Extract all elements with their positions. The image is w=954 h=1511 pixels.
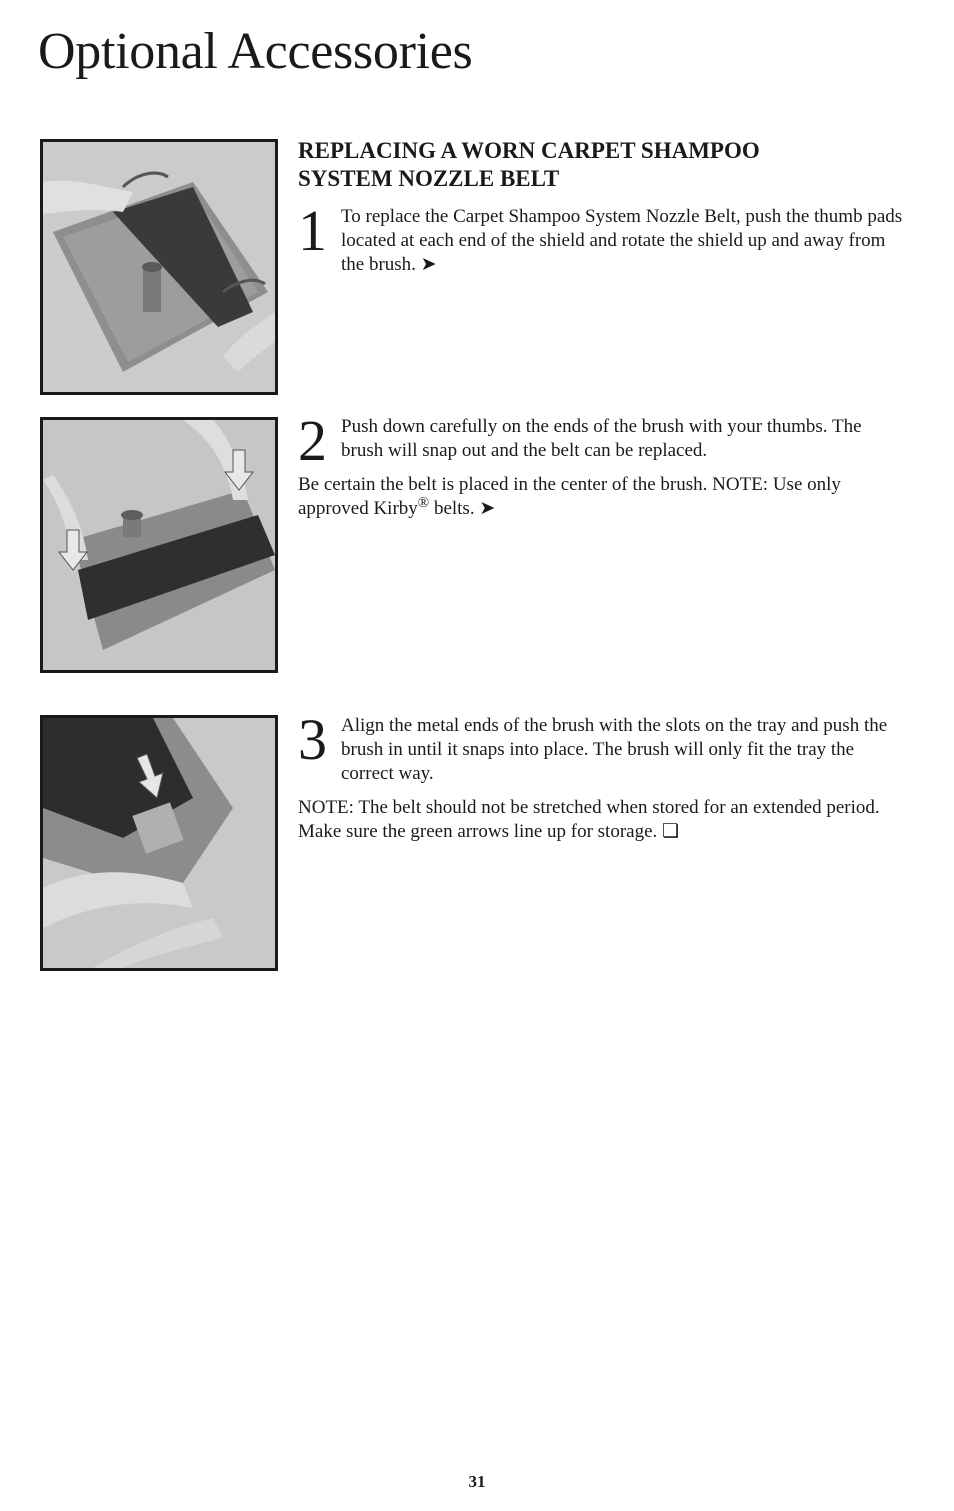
step-1-photo [40,139,278,395]
step-2-number: 2 [298,408,327,473]
page-number: 31 [468,1472,486,1491]
step-1-number: 1 [298,198,327,263]
step-1 [298,198,908,277]
step-2-photo [40,417,278,673]
page-title: Optional Accessories [38,23,473,80]
step-2-note-after: belts. ➤ [429,498,496,519]
step-2-note [298,473,908,521]
step-1-text: To replace the Carpet Shampoo System Nozzle Belt, push the thumb pads located at each end of the shield and rotate the shield up and away from the brush. ➤ [341,206,903,275]
step-3-number: 3 [298,707,327,772]
step-3-photo [40,715,278,971]
section-heading [298,137,858,193]
step-2-note-before: Be certain the belt is placed in the center of the brush. NOTE: Use only approved Kirby [298,474,841,519]
section-heading-line2: SYSTEM NOZZLE BELT [298,166,560,191]
step-3-text: Align the metal ends of the brush with the slots on the tray and push the brush in until it snaps into place. The brush will only fit the tray the correct way. [341,715,888,784]
step-2-text: Push down carefully on the ends of the brush with your thumbs. The brush will snap out and the belt can be replaced. [341,416,862,461]
step-3 [298,707,908,844]
registered-mark: ® [417,495,430,511]
step-2 [298,408,908,521]
section-heading-line1: REPLACING A WORN CARPET SHAMPOO [298,138,760,163]
step-3-note: NOTE: The belt should not be stretched when stored for an extended period. Make sure the green arrows line up for storage. ❏ [298,797,880,842]
